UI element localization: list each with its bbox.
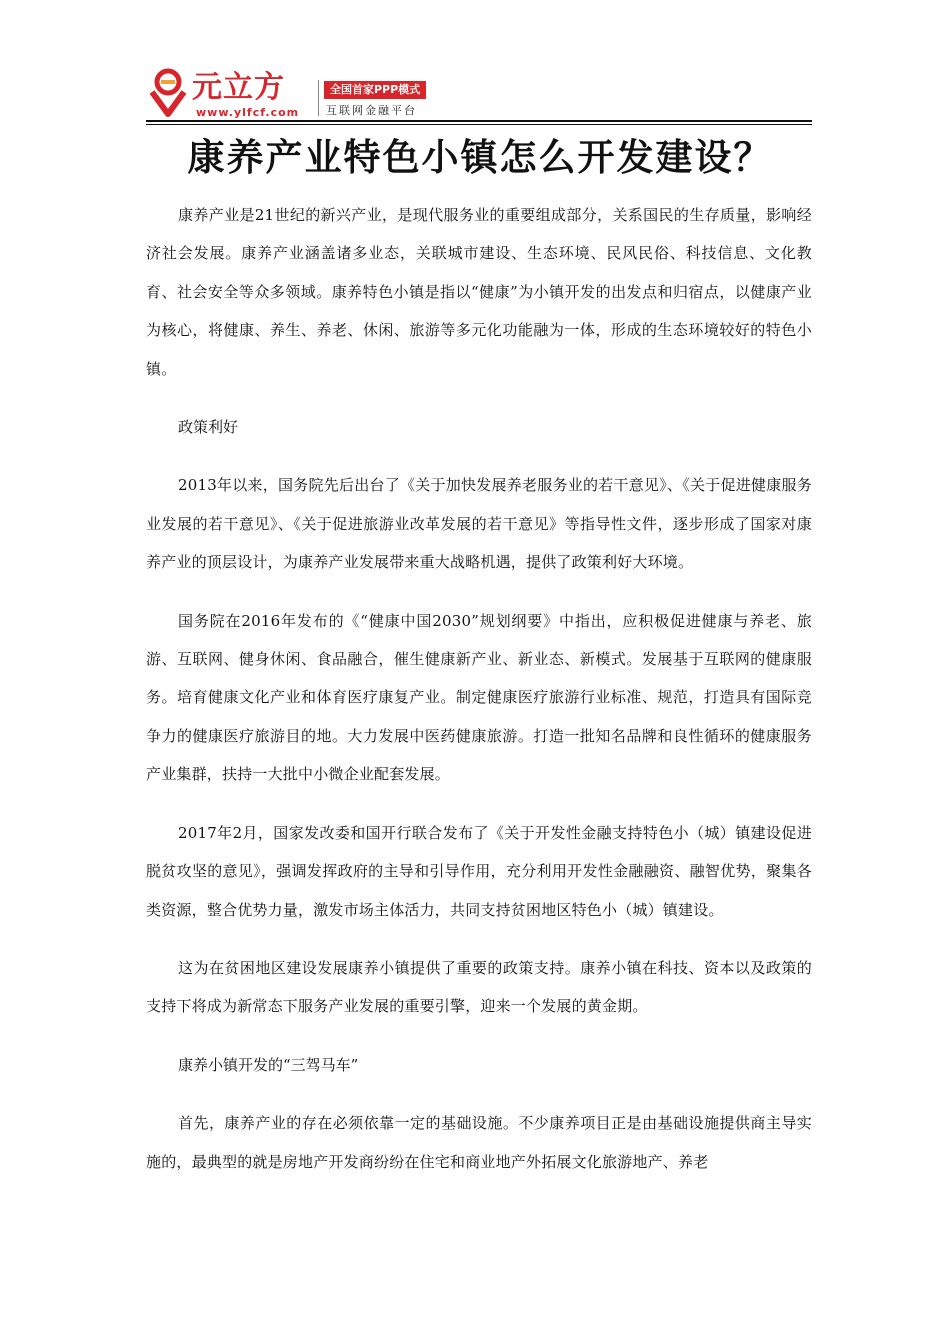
brand-logo-icon [146,68,190,118]
page-header [146,64,812,122]
tagline-secondary: 互联网金融平台 [326,104,417,117]
paragraph-policy-2013: 2013年以来，国务院先后出台了《关于加快发展养老服务业的若干意见》、《关于促进健康服务业发展的若干意见》、《关于促进旅游业改革发展的若干意见》等指导性文件，逐步形成了国家对康养产业的顶层设计，为康养产业发展带来重大战略机遇，提供了政策利好大环境。 [146,476,812,572]
brand-url: www.ylfcf.com [196,106,300,119]
paragraph-intro: 康养产业是21世纪的新兴产业，是现代服务业的重要组成部分，关系国民的生存质量，影响经济社会发展。康养产业涵盖诸多业态，关联城市建设、生态环境、民风民俗、科技信息、文化教育、社会安全等众多领域。康养特色小镇是指以“健康”为小镇开发的出发点和归宿点，以健康产业为核心，将健康、养生、养老、休闲、旅游等多元化功能融为一体，形成的生态环境较好的特色小镇。 [146,206,812,378]
paragraph-policy-2016: 国务院在2016年发布的《“健康中国2030”规划纲要》中指出，应积极促进健康与养老、旅游、互联网、健身休闲、食品融合，催生健康新产业、新业态、新模式。发展基于互联网的健康服务。培育健康文化产业和体育医疗康复产业。制定健康医疗旅游行业标准、规范，打造具有国际竞争力的健康医疗旅游目的地。大力发展中医药健康旅游。打造一批知名品牌和良性循环的健康服务产业集群，扶持一大批中小微企业配套发展。 [146,611,812,784]
header-divider [318,80,319,116]
section-heading-policy: 政策利好 [178,418,239,437]
paragraph-infrastructure: 首先，康养产业的存在必须依靠一定的基础设施。不少康养项目正是由基础设施提供商主导实施的，最典型的就是房地产开发商纷纷在住宅和商业地产外拓展文化旅游地产、养老 [146,1114,812,1171]
section-heading-three-drivers: 康养小镇开发的“三驾马车” [178,1055,359,1074]
brand-name: 元立方 [192,70,285,105]
header-rule-thick [146,120,812,122]
tagline-primary: 全国首家PPP模式 [324,81,426,99]
paragraph-policy-2017: 2017年2月，国家发改委和国开行联合发布了《关于开发性金融支持特色小（城）镇建设促进脱贫攻坚的意见》，强调发挥政府的主导和引导作用，充分利用开发性金融融资、融智优势，聚集各类资源，整合优势力量，激发市场主体活力，共同支持贫困地区特色小（城）镇建设。 [146,823,812,919]
document-body [146,196,812,1201]
header-rule-thin [146,124,812,125]
document-title: 康养产业特色小镇怎么开发建设？ [187,135,773,179]
paragraph-policy-summary: 这为在贫困地区建设发展康养小镇提供了重要的政策支持。康养小镇在科技、资本以及政策的支持下将成为新常态下服务产业发展的重要引擎，迎来一个发展的黄金期。 [146,958,812,1016]
